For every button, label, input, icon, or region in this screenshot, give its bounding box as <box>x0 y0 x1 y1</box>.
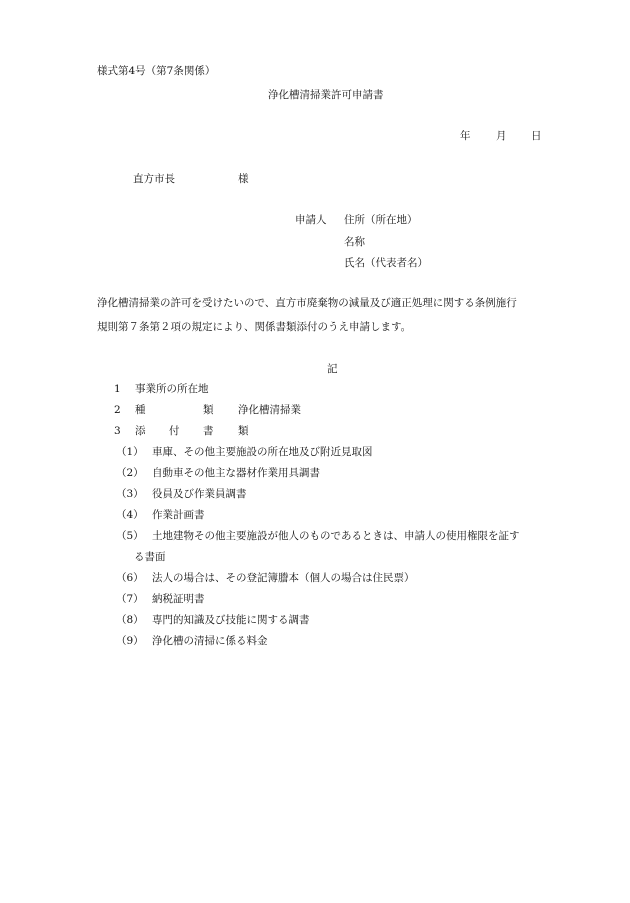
attachment-2 <box>116 468 320 479</box>
attachment-text: 法人の場合は、その登記簿謄本（個人の場合は住民票） <box>152 572 415 584</box>
item-3-char-2: 付 <box>169 425 180 437</box>
applicant-address: 住所（所在地） <box>344 214 418 226</box>
attachment-6 <box>116 573 415 584</box>
attachment-8 <box>116 615 310 626</box>
application-statement <box>97 291 583 339</box>
item-3-char-4: 類 <box>238 425 249 437</box>
applicant-label: 申請人 <box>295 214 327 226</box>
date-day: 日 <box>531 130 542 142</box>
attachment-7 <box>116 594 205 605</box>
attachment-text: 役員及び作業員調書 <box>152 488 247 500</box>
ki-heading: 記 <box>327 363 338 375</box>
item-number: 3 <box>114 425 121 437</box>
attachment-number: （5） <box>116 530 144 542</box>
form-id: 様式第4号（第7条関係） <box>97 65 216 77</box>
item-2 <box>114 405 135 416</box>
attachment-5 <box>116 531 520 542</box>
item-number: 2 <box>114 404 121 416</box>
attachment-3 <box>116 489 247 500</box>
item-number: 1 <box>114 383 121 395</box>
item-2-label-a: 種 <box>135 404 146 416</box>
attachment-number: （3） <box>116 488 144 500</box>
attachment-text: 納税証明書 <box>152 593 205 605</box>
attachment-number: （8） <box>116 614 144 626</box>
addressee-name: 直方市長 <box>133 173 175 185</box>
attachment-1 <box>116 447 373 458</box>
attachment-number: （2） <box>116 467 144 479</box>
date-year: 年 <box>460 130 471 142</box>
attachment-text: 土地建物その他主要施設が他人のものであるときは、申請人の使用権限を証す <box>152 530 520 542</box>
attachment-number: （9） <box>116 635 144 647</box>
item-3-char-1: 添 <box>135 425 146 437</box>
item-3-char-3: 書 <box>203 425 214 437</box>
attachment-number: （6） <box>116 572 144 584</box>
item-2-value: 浄化槽清掃業 <box>238 404 301 416</box>
attachment-4 <box>116 510 205 521</box>
applicant-representative: 氏名（代表者名） <box>344 257 428 269</box>
attachment-number: （4） <box>116 509 144 521</box>
attachment-number: （1） <box>116 446 144 458</box>
item-label: 事業所の所在地 <box>135 383 209 395</box>
attachment-text: 車庫、その他主要施設の所在地及び附近見取図 <box>152 446 373 458</box>
statement-line-1: 浄化槽清掃業の許可を受けたいので、直方市廃棄物の減量及び適正処理に関する条例施行 <box>97 297 517 309</box>
attachment-text: 自動車その他主な器材作業用具調書 <box>152 467 320 479</box>
attachment-text: 専門的知識及び技能に関する調書 <box>152 614 310 626</box>
attachment-text: 浄化槽の清掃に係る料金 <box>152 635 268 647</box>
statement-line-2: 規則第７条第２項の規定により、関係書類添付のうえ申請します。 <box>97 321 412 333</box>
date-month: 月 <box>496 130 507 142</box>
attachment-9 <box>116 636 268 647</box>
attachment-number: （7） <box>116 593 144 605</box>
document-title: 浄化槽清掃業許可申請書 <box>268 89 384 101</box>
applicant-name: 名称 <box>344 236 365 248</box>
addressee-honorific: 様 <box>238 173 249 185</box>
attachment-text: 作業計画書 <box>152 509 205 521</box>
item-1 <box>114 384 209 395</box>
attachment-5-continuation: る書面 <box>134 551 166 563</box>
item-2-label-b: 類 <box>203 404 214 416</box>
item-3 <box>114 426 135 437</box>
